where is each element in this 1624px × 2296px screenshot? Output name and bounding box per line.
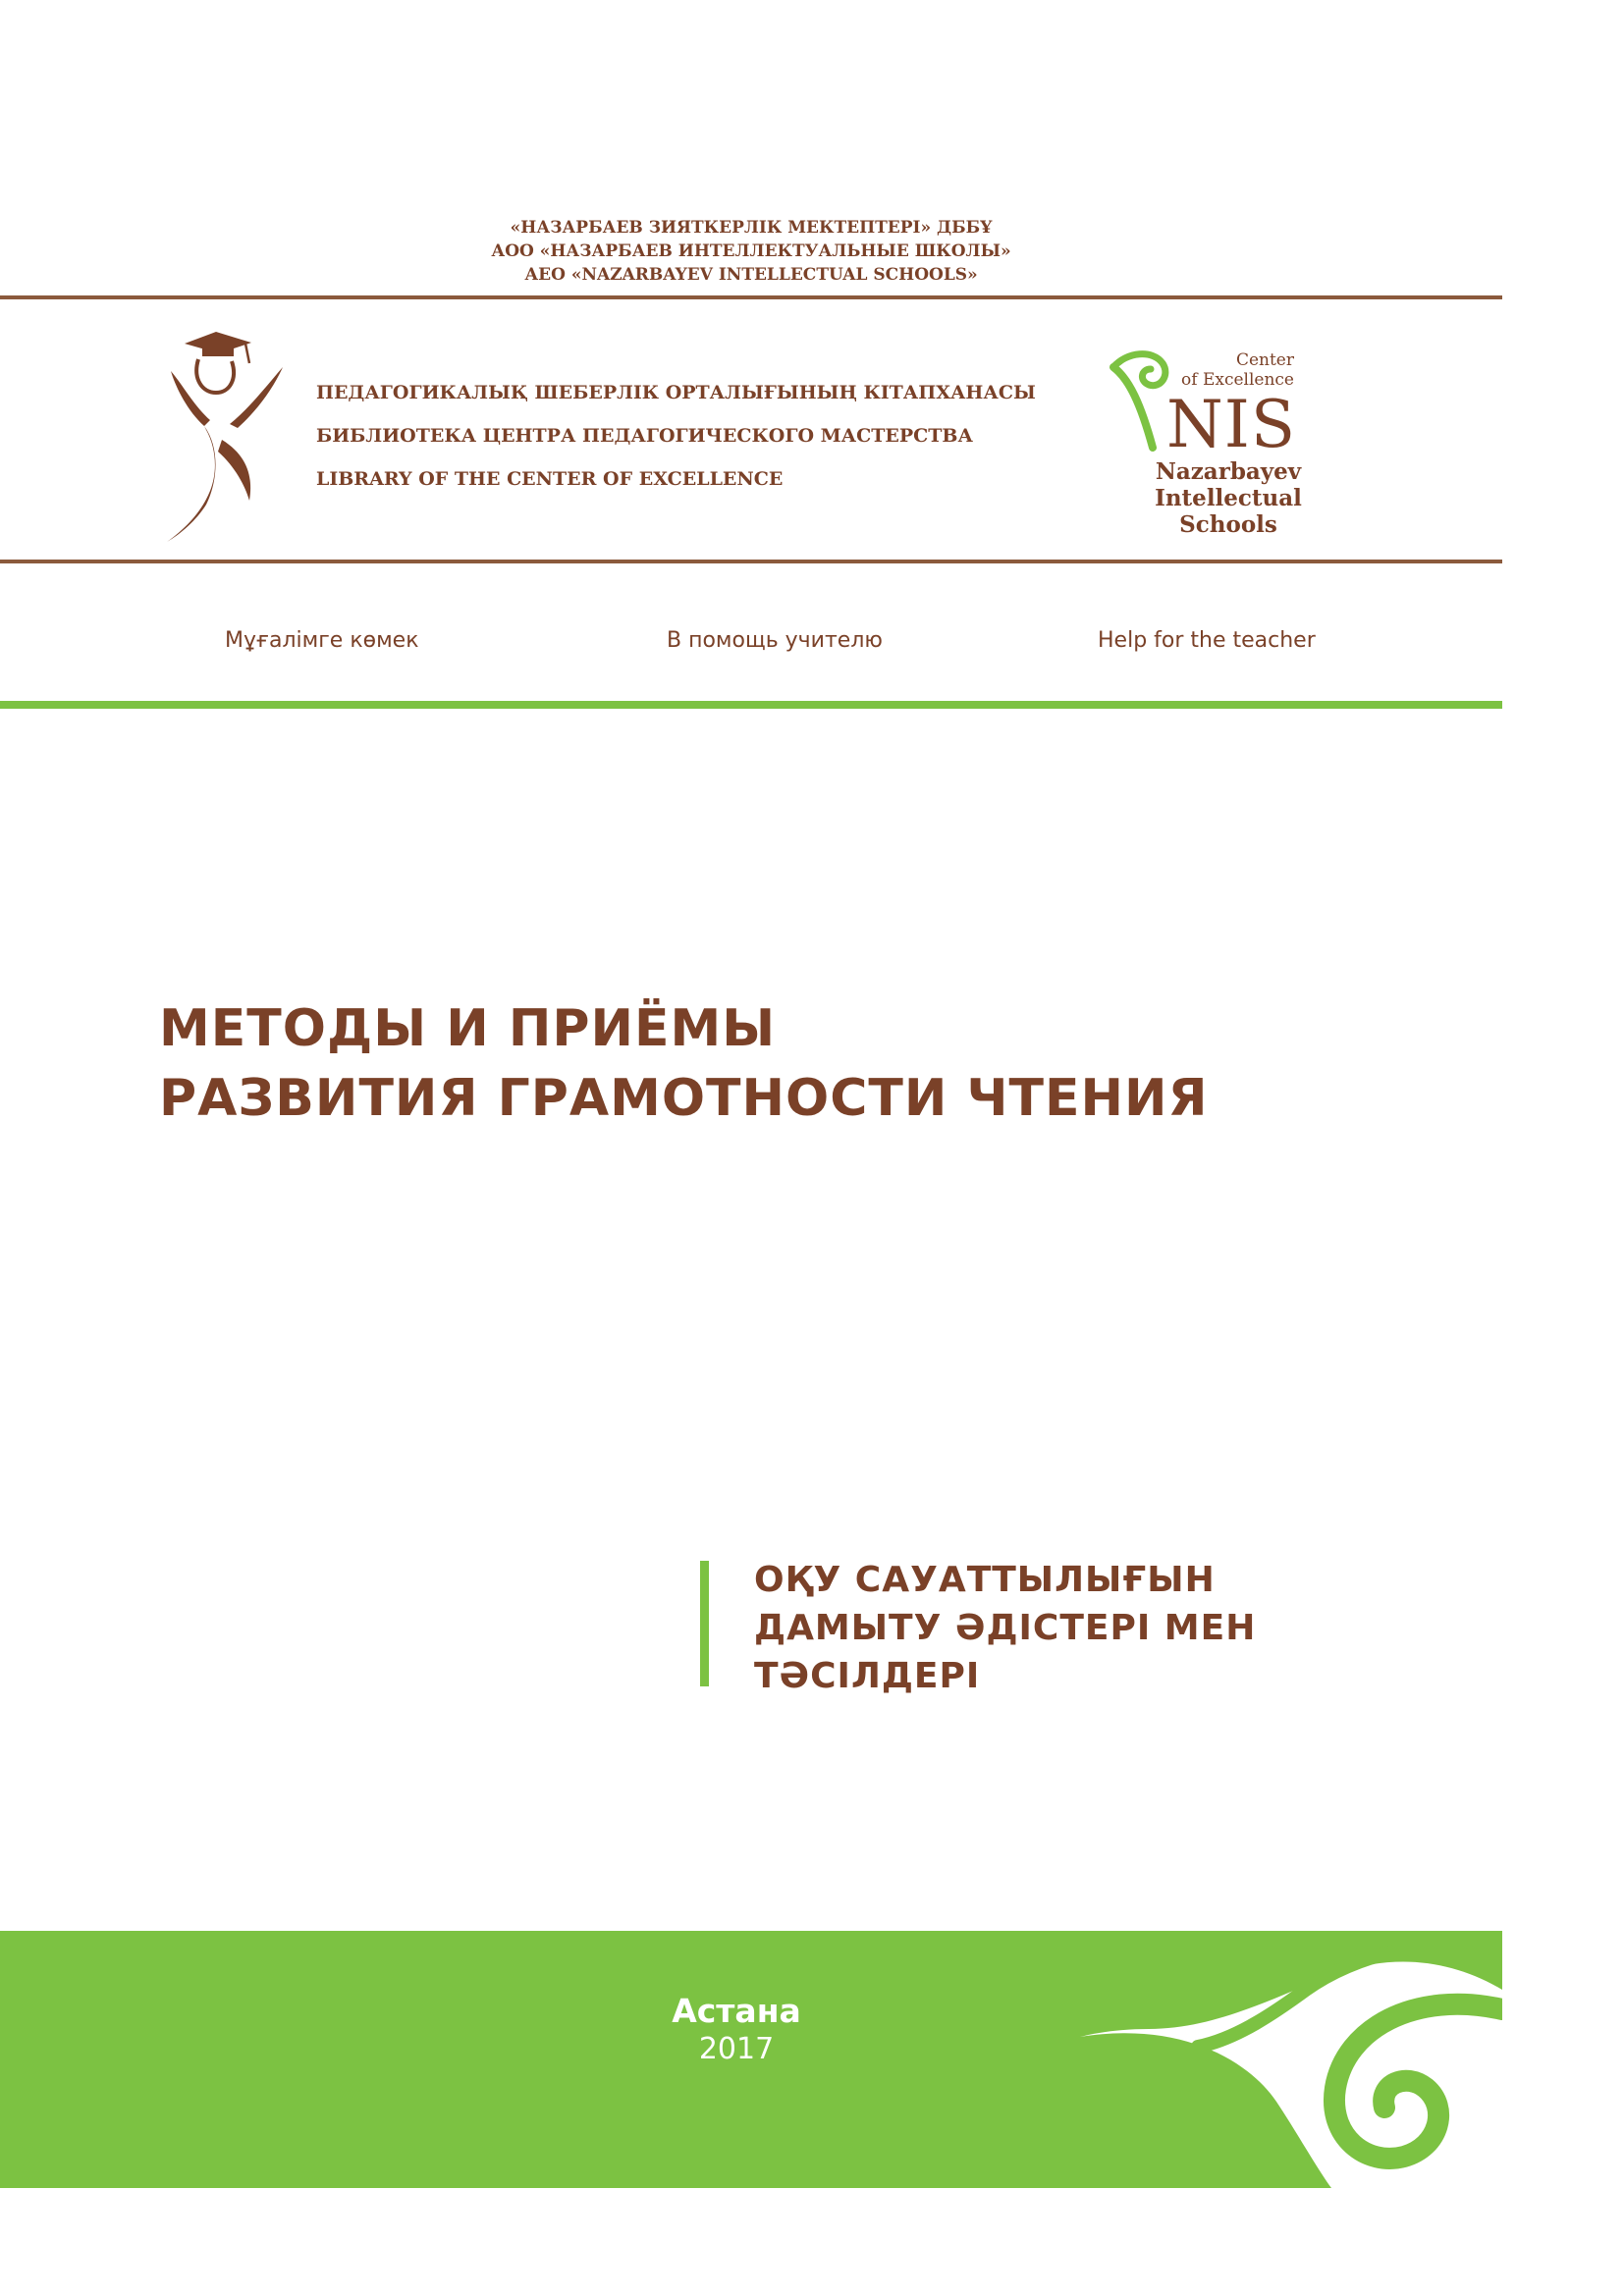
publication-city: Астана xyxy=(672,1992,801,2030)
main-title xyxy=(159,994,1209,1134)
main-title-line1: МЕТОДЫ И ПРИЁМЫ xyxy=(159,999,777,1058)
nis-center-line1: Center xyxy=(1235,350,1294,370)
subtitle-kz-line1: ОҚУ САУАТТЫЛЫҒЫН xyxy=(754,1560,1216,1600)
nis-school-name xyxy=(1137,458,1320,538)
nis-school-line2: Intellectual xyxy=(1155,485,1302,511)
subtitle-kz-line2: ДАМЫТУ ӘДІСТЕРІ МЕН xyxy=(754,1608,1257,1648)
organization-line-en: АЕО «NAZARBAYEV INTELLECTUAL SCHOOLS» xyxy=(524,265,978,285)
help-label-ru: В помощь учителю xyxy=(667,628,883,653)
library-person-logo-icon xyxy=(157,324,295,545)
nis-center-line2: of Excellence xyxy=(1181,370,1294,390)
nis-logo-mark: NIS xyxy=(1166,387,1297,462)
nis-school-line1: Nazarbayev xyxy=(1155,458,1302,485)
main-title-line2: РАЗВИТИЯ ГРАМОТНОСТИ ЧТЕНИЯ xyxy=(159,1069,1209,1128)
publication-year: 2017 xyxy=(698,2032,775,2066)
library-title-en: LIBRARY OF THE CENTER OF EXCELLENCE xyxy=(316,468,784,490)
organization-line-ru: АОО «НАЗАРБАЕВ ИНТЕЛЛЕКТУАЛЬНЫЕ ШКОЛЫ» xyxy=(491,241,1011,261)
green-divider xyxy=(0,701,1502,709)
library-title-kz: ПЕДАГОГИКАЛЫҚ ШЕБЕРЛІК ОРТАЛЫҒЫНЫҢ КІТАПХАНАСЫ xyxy=(316,382,1036,403)
organization-line-kz: «НАЗАРБАЕВ ЗИЯТКЕРЛІК МЕКТЕПТЕРІ» ДББҰ xyxy=(510,218,993,238)
top-divider xyxy=(0,295,1502,299)
subtitle-kz-line3: ТӘСІЛДЕРІ xyxy=(754,1656,981,1696)
subtitle-kz xyxy=(754,1556,1256,1700)
library-title-ru: БИБЛИОТЕКА ЦЕНТРА ПЕДАГОГИЧЕСКОГО МАСТЕРСТВА xyxy=(316,425,973,447)
help-label-kz: Мұғалімге көмек xyxy=(225,628,419,653)
middle-divider xyxy=(0,560,1502,563)
subtitle-accent-bar xyxy=(700,1561,709,1686)
nis-center-label xyxy=(1149,350,1294,390)
organization-header xyxy=(0,216,1502,287)
help-label-en: Help for the teacher xyxy=(1098,628,1316,653)
library-titles xyxy=(316,381,1036,510)
nis-school-line3: Schools xyxy=(1179,511,1277,538)
